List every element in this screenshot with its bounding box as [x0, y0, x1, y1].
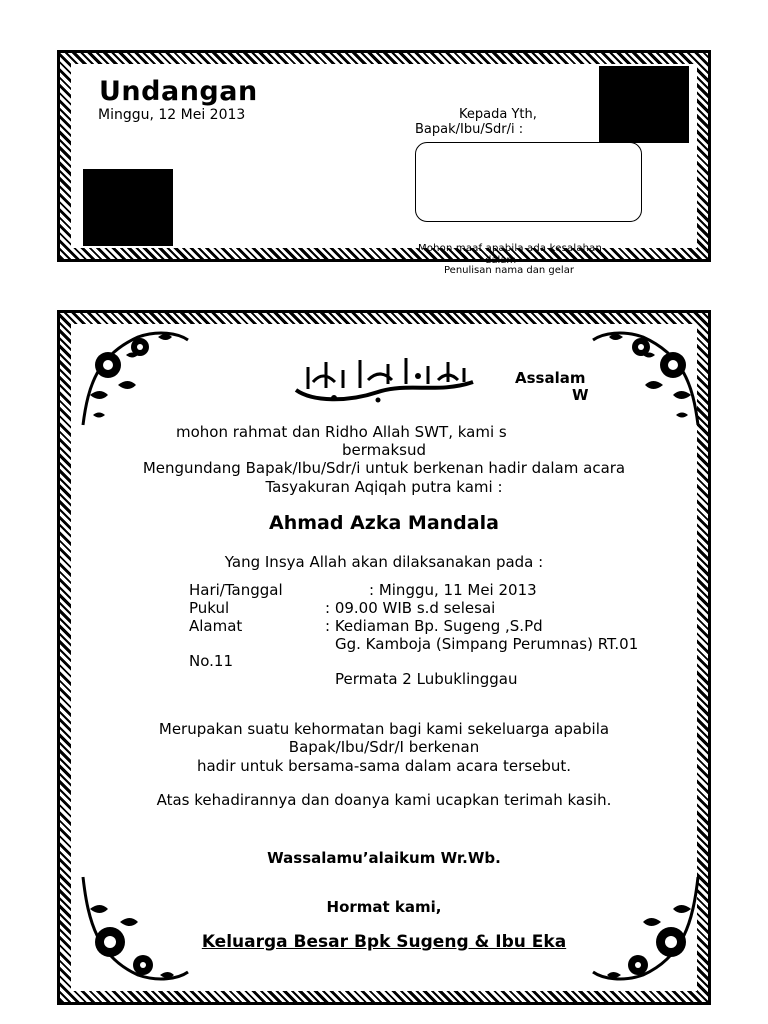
redacted-block-left — [83, 169, 173, 246]
envelope-date: Minggu, 12 Mei 2013 — [98, 107, 246, 123]
greeting-line-2: W — [572, 386, 589, 404]
address-value-1: : Kediaman Bp. Sugeng ,S.Pd — [325, 617, 543, 635]
overlap-note-2: dalam — [485, 255, 517, 266]
floral-ornament-bottom-right — [588, 872, 703, 987]
family-signature: Keluarga Besar Bpk Sugeng & Ibu Eka — [201, 932, 567, 952]
overlap-note: Mohon maaf apabila ada kesalahan — [418, 243, 603, 254]
envelope-title: Undangan — [99, 76, 258, 107]
address-value-2: Gg. Kamboja (Simpang Perumnas) RT.01 — [335, 635, 639, 653]
address-value-4: Permata 2 Lubuklinggau — [335, 670, 518, 688]
child-name: Ahmad Azka Mandala — [269, 512, 499, 534]
intro-line-1: mohon rahmat dan Ridho Allah SWT, kami s — [176, 423, 507, 441]
greeting-line-1: Assalam — [515, 369, 586, 387]
regards-line: Hormat kami, — [326, 898, 442, 916]
recipient-name-box[interactable] — [415, 142, 642, 222]
redacted-block-top-right — [599, 66, 689, 143]
day-value: : Minggu, 11 Mei 2013 — [369, 581, 537, 599]
name-writing-note: Penulisan nama dan gelar — [444, 265, 574, 276]
floral-ornament-top-left — [78, 325, 193, 430]
recipient-heading: Kepada Yth, — [459, 107, 537, 122]
floral-ornament-top-right — [588, 325, 703, 430]
address-label: Alamat — [189, 617, 243, 635]
floral-ornament-bottom-left — [78, 872, 193, 987]
intro-line-4: Tasyakuran Aqiqah putra kami : — [265, 478, 503, 496]
intro-line-2: bermaksud — [342, 441, 426, 459]
thanks-line: Atas kehadirannya dan doanya kami ucapkan terimah kasih. — [156, 791, 612, 809]
time-label: Pukul — [189, 599, 230, 617]
intro-line-3: Mengundang Bapak/Ibu/Sdr/i untuk berkenan hadir dalam acara — [142, 459, 626, 477]
recipient-subheading: Bapak/Ibu/Sdr/i : — [415, 122, 524, 137]
schedule-intro: Yang Insya Allah akan dilaksanakan pada : — [224, 553, 544, 571]
time-value: : 09.00 WIB s.d selesai — [325, 599, 496, 617]
honor-line-3: hadir untuk bersama-sama dalam acara tersebut. — [196, 757, 572, 775]
bismillah-calligraphy-image — [288, 352, 483, 408]
honor-line-2: Bapak/Ibu/Sdr/I berkenan — [288, 738, 480, 756]
address-value-3: No.11 — [189, 652, 233, 670]
closing-greeting: Wassalamu’alaikum Wr.Wb. — [267, 849, 501, 867]
honor-line-1: Merupakan suatu kehormatan bagi kami sekeluarga apabila — [158, 720, 610, 738]
day-label: Hari/Tanggal — [189, 581, 283, 599]
